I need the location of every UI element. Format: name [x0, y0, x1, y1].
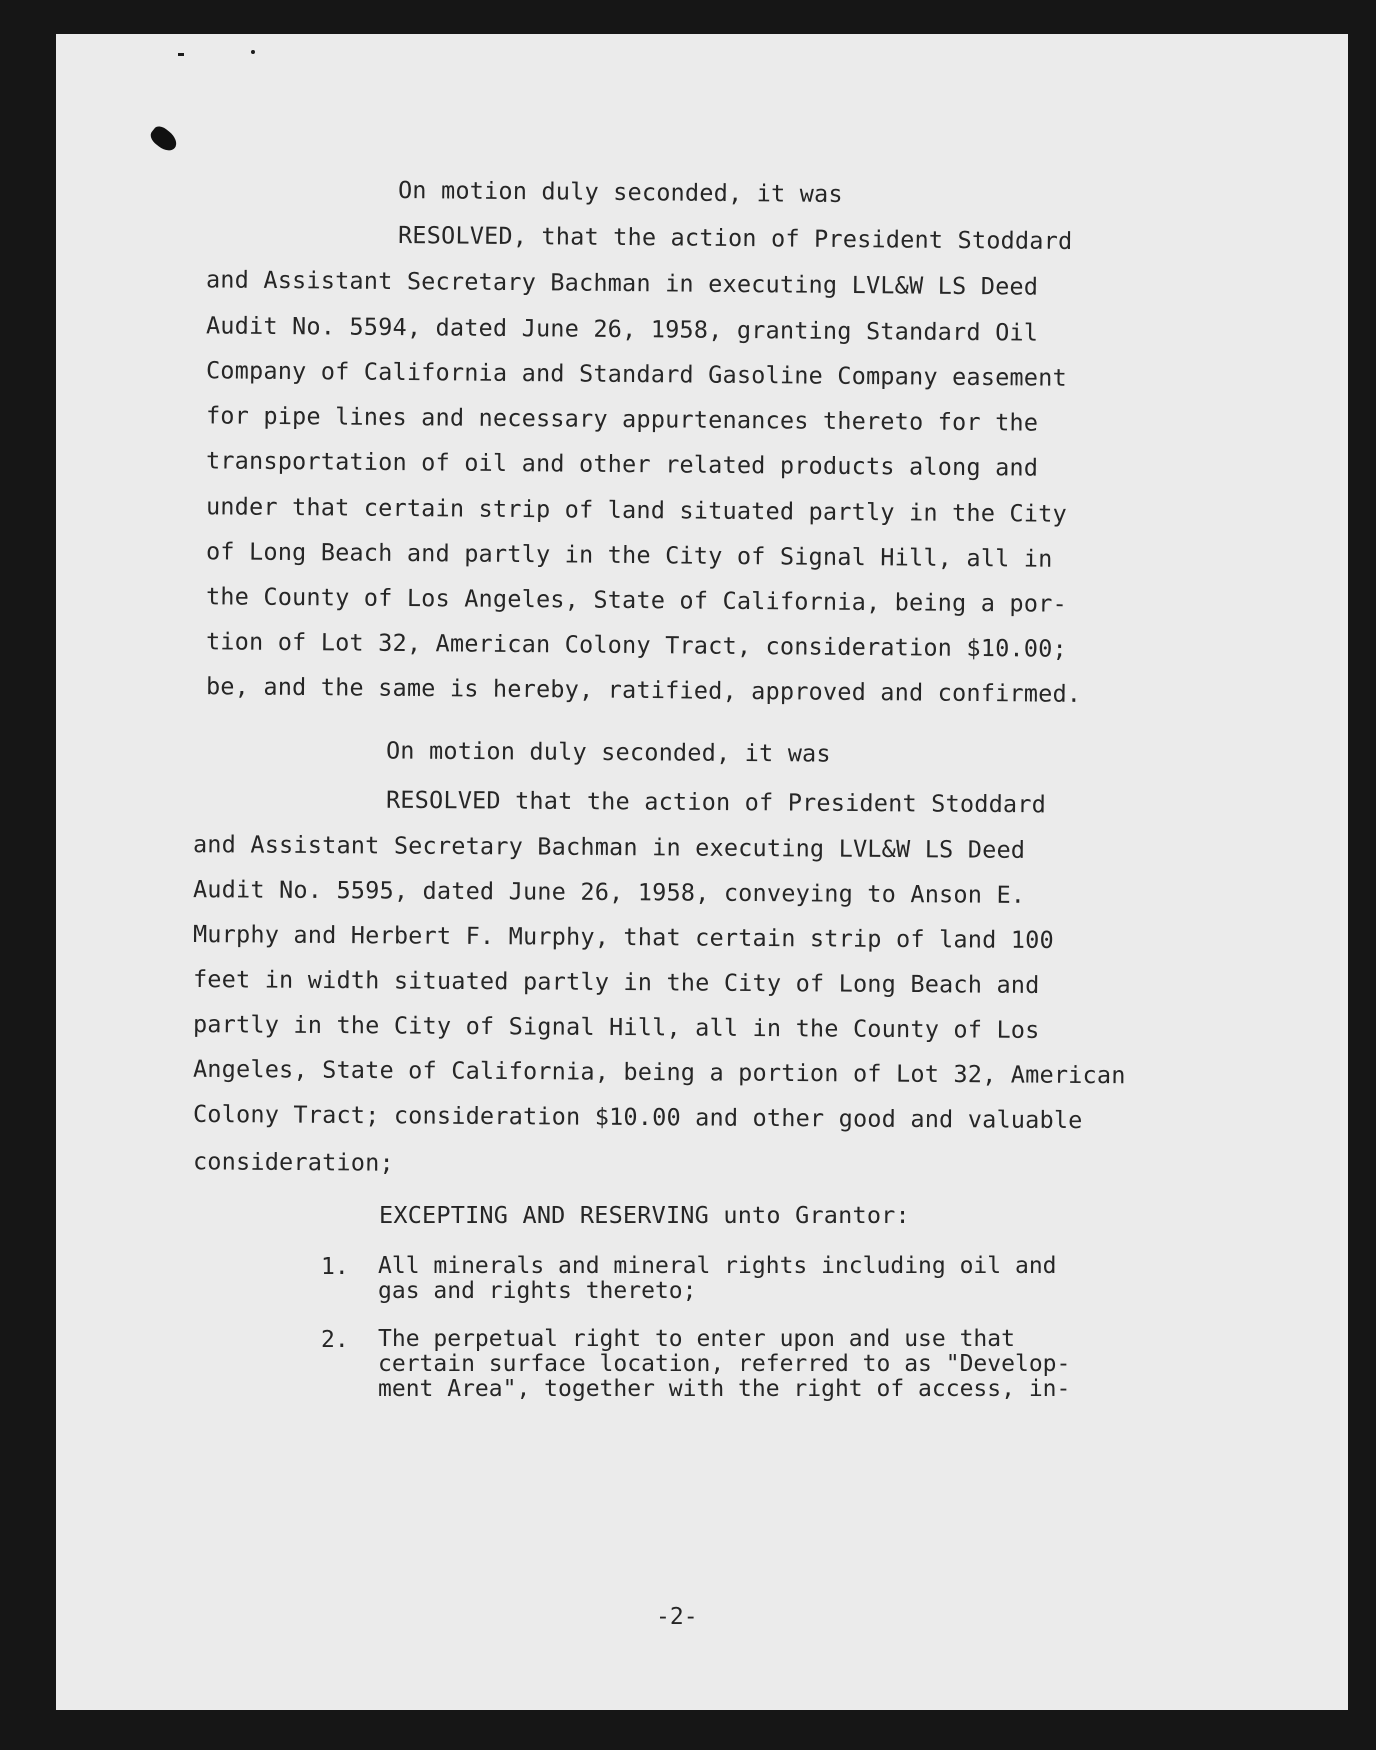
resolution-1-line: transportation of oil and other related products along and — [205, 446, 1039, 482]
excepting-heading: EXCEPTING AND RESERVING unto Grantor: — [379, 1201, 910, 1229]
item-text: The perpetual right to enter upon and use that certain surface location, referred to as "Develop- ment Area", together with the right of access, in- — [378, 1326, 1071, 1402]
item-number: 1. — [321, 1254, 349, 1280]
resolution-2-line: RESOLVED that the action of President Stoddard — [385, 785, 1047, 819]
resolution-2-line: Murphy and Herbert F. Murphy, that certain strip of land 100 — [192, 919, 1054, 955]
scan-speck — [251, 50, 255, 54]
motion-line-2: On motion duly seconded, it was — [385, 736, 831, 768]
document-page — [56, 34, 1348, 1710]
resolution-2-line: feet in width situated partly in the City of Long Beach and — [192, 965, 1040, 999]
resolution-1-line: Audit No. 5594, dated June 26, 1958, granting Standard Oil — [205, 311, 1039, 347]
page-number: -2- — [656, 1604, 698, 1630]
resolution-1-line: and Assistant Secretary Bachman in executing LVL&W LS Deed — [205, 265, 1039, 301]
ink-blot-mark — [147, 123, 180, 154]
resolution-1-line: under that certain strip of land situated partly in the City — [205, 492, 1068, 528]
resolution-1-line: be, and the same is hereby, ratified, approved and confirmed. — [205, 672, 1082, 708]
resolution-2-line: Audit No. 5595, dated June 26, 1958, conveying to Anson E. — [192, 875, 1026, 909]
item-number: 2. — [321, 1327, 349, 1353]
resolution-2-line: Angeles, State of California, being a portion of Lot 32, American — [192, 1054, 1126, 1090]
resolution-2-line: partly in the City of Signal Hill, all in the County of Los — [192, 1010, 1040, 1044]
item-text: All minerals and mineral rights including oil and gas and rights thereto; — [378, 1253, 1057, 1304]
resolution-1-line: for pipe lines and necessary appurtenances thereto for the — [205, 401, 1039, 437]
resolution-2-line: Colony Tract; consideration $10.00 and other good and valuable — [192, 1099, 1083, 1135]
resolution-1-line: of Long Beach and partly in the City of Signal Hill, all in — [205, 537, 1053, 573]
scan-speck — [178, 53, 184, 56]
motion-line-1: On motion duly seconded, it was — [397, 176, 843, 208]
resolution-1-line: RESOLVED, that the action of President Stoddard — [397, 221, 1073, 255]
resolution-1-line: Company of California and Standard Gasoline Company easement — [205, 356, 1068, 392]
resolution-2-line: consideration; — [192, 1147, 394, 1177]
resolution-1-line: the County of Los Angeles, State of California, being a por- — [205, 582, 1068, 618]
resolution-1-line: tion of Lot 32, American Colony Tract, consideration $10.00; — [205, 627, 1068, 663]
resolution-2-line: and Assistant Secretary Bachman in executing LVL&W LS Deed — [192, 830, 1026, 864]
